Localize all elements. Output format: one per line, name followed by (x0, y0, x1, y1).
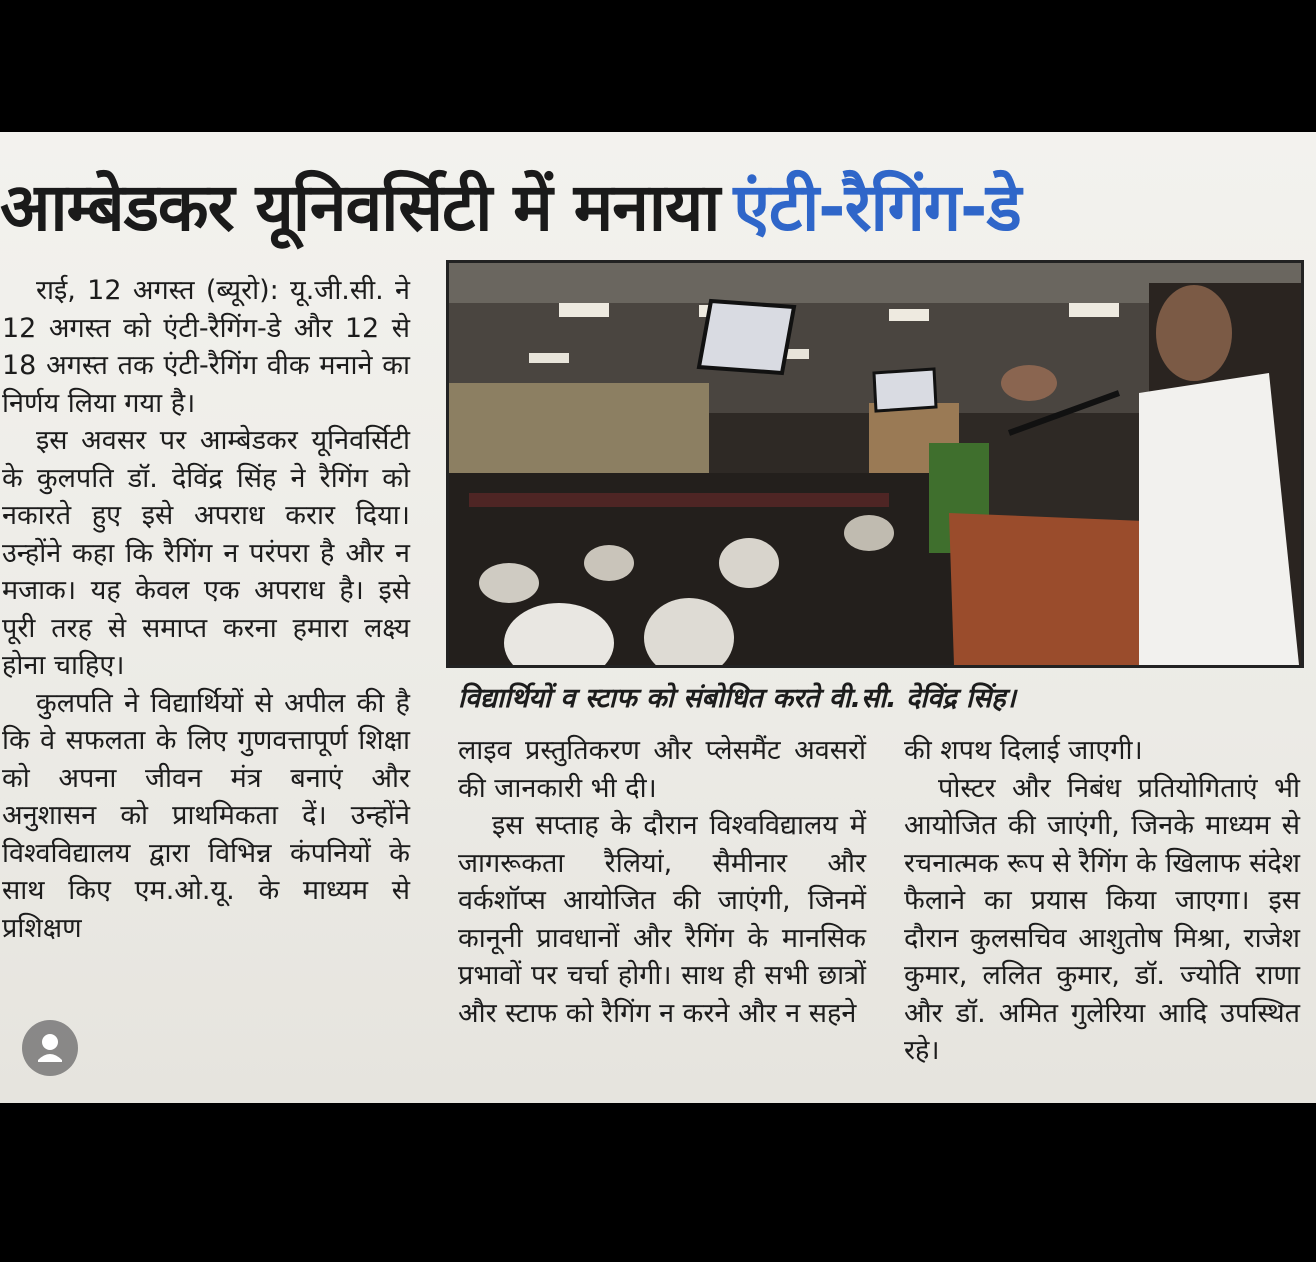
headline-highlight: एंटी-रैगिंग-डे (733, 169, 1021, 246)
newspaper-clipping (0, 132, 1316, 1103)
paragraph: की शपथ दिलाई जाएगी। (904, 735, 1143, 766)
paragraph: राई, 12 अगस्त (ब्यूरो): यू.जी.सी. ने 12 अगस्त को एंटी-रैगिंग-डे और 12 से 18 अगस्त तक एंटी-रैगिंग वीक मनाने का निर्णय लिया गया है। (2, 275, 410, 419)
auditorium-scene (449, 263, 1301, 665)
headline-main: आम्बेडकर यूनिवर्सिटी में मनाया (0, 169, 720, 246)
paragraph: पोस्टर और निबंध प्रतियोगिताएं भी आयोजित की जाएंगी, जिनके माध्यम से रचनात्मक रूप से रैगिंग के खिलाफ संदेश फैलाने का प्रयास किया जाएगा। इस दौरान कुलसचिव आशुतोष मिश्रा, राजेश कुमार, ललित कुमार, डॉ. ज्योति राणा और डॉ. अमित गुलेरिया आदि उपस्थित रहे। (904, 772, 1301, 1066)
paragraph: कुलपति ने विद्यार्थियों से अपील की है कि वे सफलता के लिए गुणवत्तापूर्ण शिक्षा को अपना जीवन मंत्र बनाएं और अनुशासन को प्राथमिकता दें। उन्होंने विश्वविद्यालय द्वारा विभिन्न कंपनियों के साथ किए एम.ओ.यू. के माध्यम से प्रशिक्षण (2, 687, 410, 944)
article-column-3 (904, 732, 1300, 1070)
user-avatar-icon[interactable] (22, 1020, 78, 1076)
article-column-2 (458, 732, 866, 1032)
paragraph: लाइव प्रस्तुतिकरण और प्लेसमैंट अवसरों की जानकारी भी दी। (458, 735, 866, 804)
person-icon (22, 1020, 78, 1076)
headline (0, 162, 1300, 254)
article-column-1 (2, 272, 410, 947)
photo-caption: विद्यार्थियों व स्टाफ को संबोधित करते वी.सी. देविंद्र सिंह। (458, 683, 1016, 714)
event-photo (446, 260, 1304, 668)
paragraph: इस अवसर पर आम्बेडकर यूनिवर्सिटी के कुलपति डॉ. देविंद्र सिंह ने रैगिंग को नकारते हुए इसे अपराध करार दिया। उन्होंने कहा कि रैगिंग न परंपरा है और न मजाक। यह केवल एक अपराध है। इसे पूरी तरह से समाप्त करना हमारा लक्ष्य होना चाहिए। (2, 425, 410, 681)
paragraph: इस सप्ताह के दौरान विश्वविद्यालय में जागरूकता रैलियां, सैमीनार और वर्कशॉप्स आयोजित की जाएंगी, जिनमें कानूनी प्रावधानों और रैगिंग के मानसिक प्रभावों पर चर्चा होगी। साथ ही सभी छात्रों और स्टाफ को रैगिंग न करने और न सहने (458, 810, 866, 1029)
